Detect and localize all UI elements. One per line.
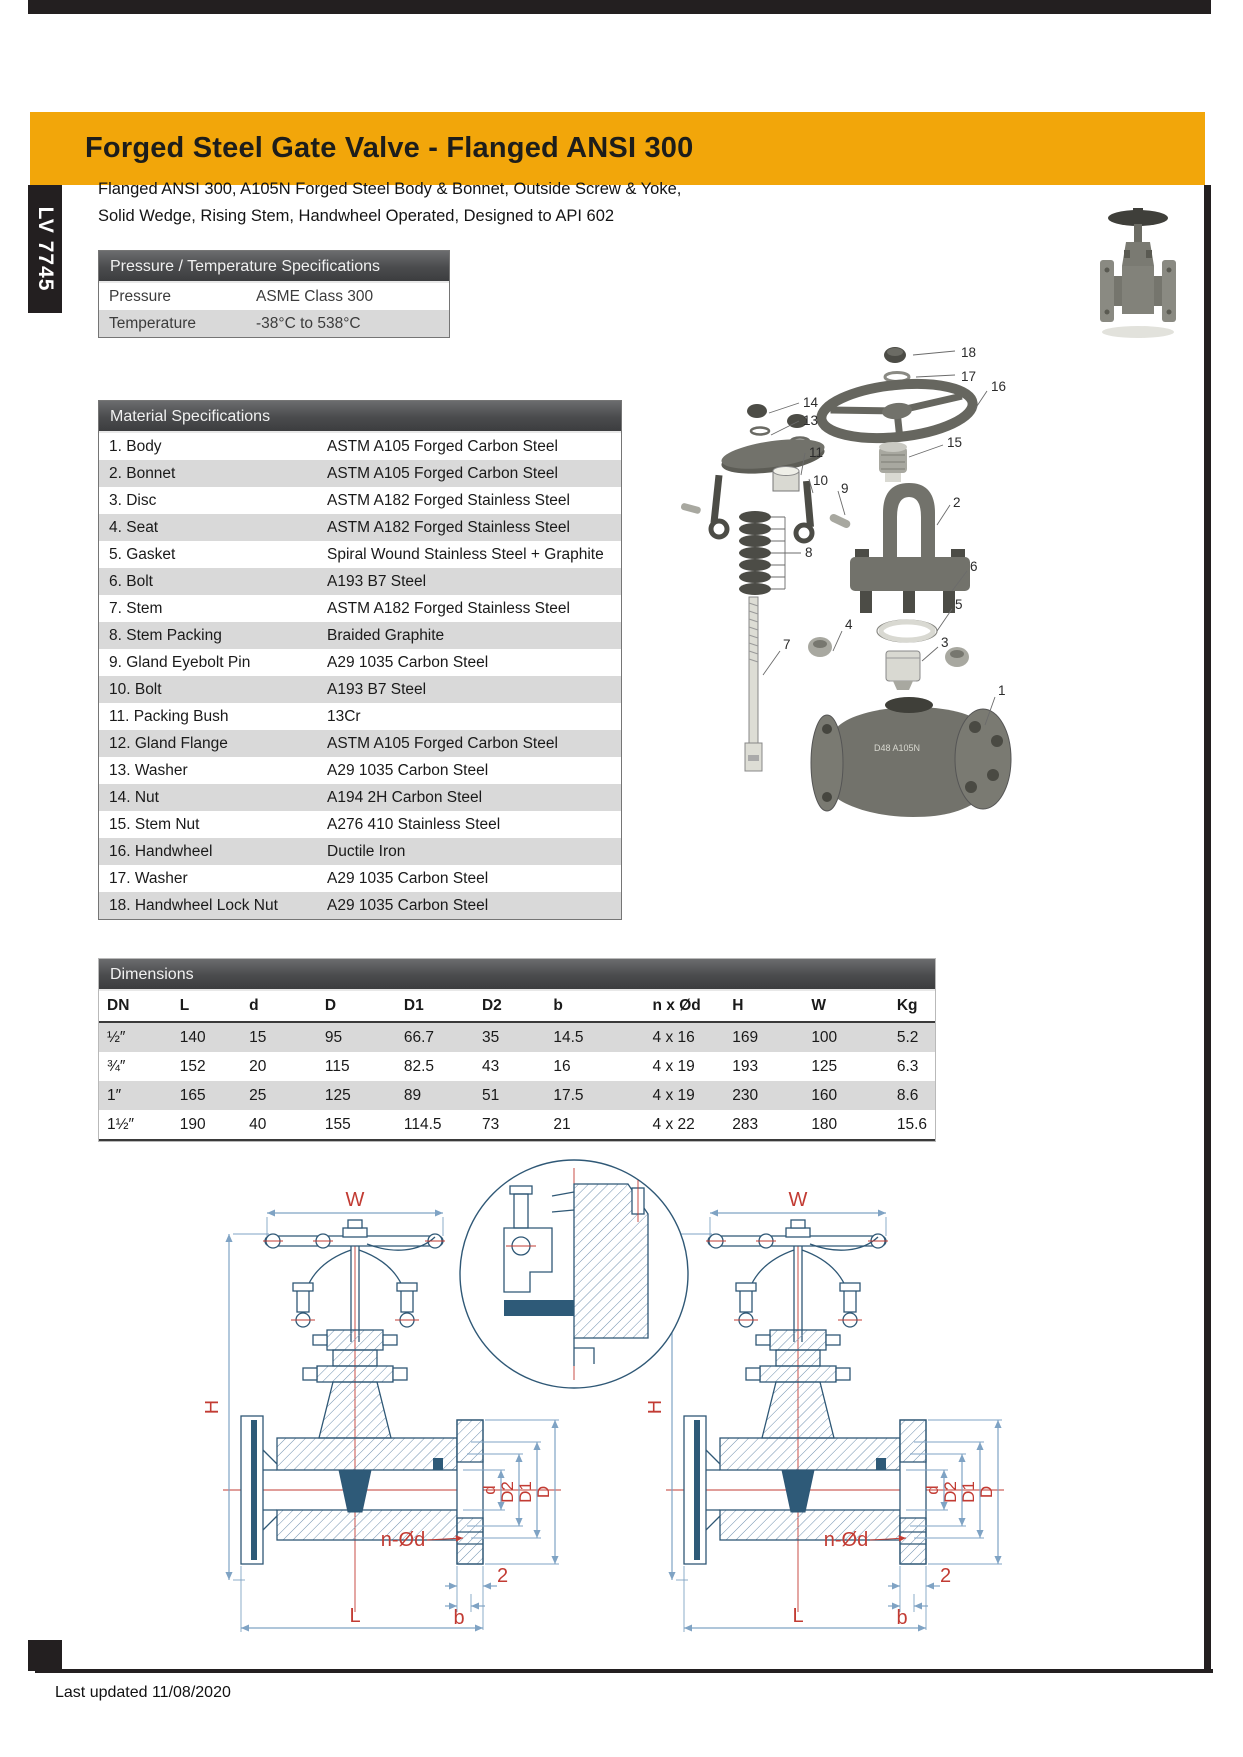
dim-cell: 5.2	[896, 1028, 919, 1046]
part-material: Braided Graphite	[327, 626, 445, 644]
seat-nut-part	[945, 647, 969, 667]
callout-number: 15	[947, 435, 963, 450]
callout-number: 4	[845, 617, 853, 632]
dim-cell: 35	[481, 1028, 500, 1046]
callout-number: 13	[803, 413, 819, 428]
table-row	[99, 649, 621, 676]
callout-number: 10	[813, 473, 829, 488]
table-row	[99, 433, 621, 460]
dim-cell: 115	[324, 1057, 350, 1075]
part-name: 10. Bolt	[109, 680, 162, 698]
panel-title: Dimensions	[99, 959, 935, 991]
part-name: 8. Stem Packing	[109, 626, 222, 644]
part-name: 1. Body	[109, 437, 162, 455]
gasket-part	[877, 620, 937, 642]
header-row	[99, 991, 935, 1022]
dim-cell: 1″	[107, 1086, 122, 1104]
product-photo	[1088, 202, 1188, 342]
part-name: 17. Washer	[109, 869, 188, 887]
part-material: ASTM A105 Forged Carbon Steel	[327, 464, 558, 482]
pressure-temperature-table	[99, 283, 449, 337]
dim-cell: 4 x 19	[652, 1086, 695, 1104]
callout-number: 14	[803, 395, 819, 410]
part-name: 12. Gland Flange	[109, 734, 228, 752]
column-header: D2	[474, 991, 545, 1022]
dim-cell: 17.5	[553, 1086, 584, 1104]
dim-cell: 40	[249, 1115, 267, 1133]
table-row	[99, 622, 621, 649]
detail-circle-inset	[452, 1152, 696, 1396]
dim-cell: 160	[811, 1086, 838, 1104]
part-material: ASTM A182 Forged Stainless Steel	[327, 599, 570, 617]
part-name: 2. Bonnet	[109, 464, 176, 482]
column-header: H	[724, 991, 803, 1022]
table-row	[99, 568, 621, 595]
part-material: A29 1035 Carbon Steel	[327, 896, 489, 914]
washer-part	[751, 428, 769, 435]
part-name: 7. Stem	[109, 599, 163, 617]
description-line: Solid Wedge, Rising Stem, Handwheel Operated, Designed to API 602	[98, 207, 615, 225]
part-name: 18. Handwheel Lock Nut	[109, 896, 278, 914]
title-bar	[30, 112, 1205, 185]
table-row	[99, 310, 449, 337]
part-name: 13. Washer	[109, 761, 188, 779]
part-material: A29 1035 Carbon Steel	[327, 869, 489, 887]
disc-wedge-part	[886, 651, 920, 690]
footer-rule	[35, 1669, 1213, 1673]
stem-part	[745, 597, 762, 771]
part-material: Spiral Wound Stainless Steel + Graphite	[327, 545, 604, 563]
dim-cell: 180	[811, 1115, 838, 1133]
part-name: 3. Disc	[109, 491, 157, 509]
handwheel-lock-nut-part	[884, 347, 906, 363]
callout-number: 1	[998, 683, 1006, 698]
callout-number: 9	[841, 481, 849, 496]
dim-cell: 125	[811, 1057, 838, 1075]
right-border-rule	[1204, 185, 1211, 1672]
dim-cell: 89	[403, 1086, 422, 1104]
dim-cell: 283	[732, 1115, 759, 1133]
column-header: b	[545, 991, 644, 1022]
dim-cell: 73	[481, 1115, 500, 1133]
dim-cell: 155	[324, 1115, 351, 1133]
part-material: ASTM A182 Forged Stainless Steel	[327, 518, 570, 536]
part-name: 16. Handwheel	[109, 842, 213, 860]
callout-number: 6	[970, 559, 978, 574]
dim-cell: ½″	[107, 1028, 126, 1046]
dimension-drawing-right	[648, 1192, 1028, 1642]
table-row	[99, 784, 621, 811]
dim-cell: ¾″	[107, 1057, 126, 1075]
dim-cell: 4 x 19	[652, 1057, 695, 1075]
panel-title: Pressure / Temperature Specifications	[99, 251, 449, 283]
dim-cell: 14.5	[553, 1028, 584, 1046]
callout-number: 2	[953, 495, 961, 510]
table-row	[99, 1052, 935, 1081]
part-name: 14. Nut	[109, 788, 159, 806]
table-row	[99, 541, 621, 568]
spec-value: -38°C to 538°C	[256, 314, 361, 332]
table-row	[99, 1081, 935, 1110]
table-row	[99, 892, 621, 919]
spec-value: ASME Class 300	[256, 287, 374, 305]
part-material: A29 1035 Carbon Steel	[327, 761, 489, 779]
dim-cell: 100	[811, 1028, 838, 1046]
table-row	[99, 514, 621, 541]
column-header: Kg	[889, 991, 935, 1022]
spec-label: Pressure	[109, 287, 172, 305]
spec-label: Temperature	[109, 314, 197, 332]
dim-cell: 25	[249, 1086, 267, 1104]
dim-cell: 95	[324, 1028, 343, 1046]
dim-cell: 66.7	[403, 1028, 435, 1046]
callout-number: 11	[809, 445, 824, 460]
bonnet-part	[850, 483, 970, 613]
table-row	[99, 811, 621, 838]
dim-cell: 230	[732, 1086, 759, 1104]
dim-cell: 43	[481, 1057, 500, 1075]
dim-cell: 8.6	[896, 1086, 919, 1104]
callout-number: 16	[991, 379, 1007, 394]
table-row	[99, 487, 621, 514]
dim-cell: 169	[732, 1028, 759, 1046]
table-row	[99, 703, 621, 730]
part-material: A276 410 Stainless Steel	[327, 815, 501, 833]
dim-cell: 51	[481, 1086, 500, 1104]
part-name: 4. Seat	[109, 518, 159, 536]
dim-cell: 114.5	[403, 1115, 442, 1133]
stem-nut-part	[879, 442, 907, 482]
dim-cell: 193	[732, 1057, 759, 1075]
table-row	[99, 676, 621, 703]
part-material: A29 1035 Carbon Steel	[327, 653, 489, 671]
column-header: L	[172, 991, 241, 1022]
nut-part	[747, 404, 767, 418]
callout-number: 7	[783, 637, 791, 652]
part-material: ASTM A182 Forged Stainless Steel	[327, 491, 570, 509]
column-header: DN	[99, 991, 172, 1022]
dim-cell: 4 x 16	[652, 1028, 695, 1046]
pressure-temperature-panel	[98, 250, 450, 338]
body-part	[811, 697, 1011, 817]
part-material: ASTM A105 Forged Carbon Steel	[327, 437, 558, 455]
dim-cell: 1½″	[107, 1115, 135, 1133]
part-material: A194 2H Carbon Steel	[327, 788, 483, 806]
body-marking-text: D48 A105N	[873, 743, 921, 753]
column-header: D	[317, 991, 396, 1022]
eyebolt-pin-part	[680, 503, 701, 515]
last-updated-text: Last updated 11/08/2020	[55, 1684, 231, 1701]
table-row	[99, 1110, 935, 1140]
dim-cell: 6.3	[896, 1057, 919, 1075]
dim-cell: 125	[324, 1086, 351, 1104]
callout-number: 8	[805, 545, 813, 560]
table-row	[99, 460, 621, 487]
part-material: 13Cr	[327, 707, 361, 725]
dim-cell: 16	[553, 1057, 571, 1075]
callout-number: 5	[955, 597, 963, 612]
column-header: n x Ød	[645, 991, 725, 1022]
model-code: LV 7745	[34, 206, 57, 292]
dim-cell: 152	[179, 1057, 206, 1075]
part-material: Ductile Iron	[327, 842, 406, 860]
dim-cell: 82.5	[403, 1057, 435, 1075]
part-name: 5. Gasket	[109, 545, 176, 563]
part-name: 9. Gland Eyebolt Pin	[109, 653, 251, 671]
material-specifications-panel	[98, 400, 622, 920]
material-specifications-table	[99, 433, 621, 919]
page-title: Forged Steel Gate Valve - Flanged ANSI 300	[85, 132, 694, 164]
dim-cell: 4 x 22	[652, 1115, 695, 1133]
callout-number: 3	[941, 635, 949, 650]
top-black-bar	[28, 0, 1211, 14]
table-row	[99, 1022, 935, 1052]
table-row	[99, 757, 621, 784]
dim-cell: 15	[249, 1028, 267, 1046]
dimensions-panel	[98, 958, 936, 1142]
part-name: 11. Packing Bush	[109, 707, 229, 725]
stem-packing-part	[739, 511, 801, 595]
description-line: Flanged ANSI 300, A105N Forged Steel Body & Bonnet, Outside Screw & Yoke,	[98, 180, 682, 198]
part-name: 15. Stem Nut	[109, 815, 200, 833]
seat-nut-part	[808, 637, 832, 657]
dim-cell: 140	[179, 1028, 206, 1046]
table-row	[99, 838, 621, 865]
part-material: A193 B7 Steel	[327, 680, 427, 698]
table-row	[99, 865, 621, 892]
column-header: W	[803, 991, 889, 1022]
table-row	[99, 283, 449, 310]
table-row	[99, 595, 621, 622]
table-row	[99, 730, 621, 757]
dim-cell: 165	[179, 1086, 206, 1104]
footer-corner-block	[28, 1640, 62, 1671]
packing-bush-part	[773, 467, 799, 492]
dim-cell: 15.6	[896, 1115, 927, 1133]
part-name: 6. Bolt	[109, 572, 153, 590]
callout-number: 18	[961, 345, 977, 360]
part-material: ASTM A105 Forged Carbon Steel	[327, 734, 558, 752]
eyebolt-pin-part	[828, 513, 851, 530]
dimensions-table	[99, 991, 935, 1141]
dim-cell: 21	[553, 1115, 571, 1133]
panel-title: Material Specifications	[99, 401, 621, 433]
model-tab	[28, 185, 62, 313]
column-header: d	[241, 991, 317, 1022]
column-header: D1	[396, 991, 474, 1022]
product-description	[98, 176, 758, 230]
callout-number: 17	[961, 369, 977, 384]
exploded-view-diagram	[645, 335, 1205, 855]
dim-cell: 20	[249, 1057, 267, 1075]
dim-cell: 190	[179, 1115, 206, 1133]
part-material: A193 B7 Steel	[327, 572, 427, 590]
